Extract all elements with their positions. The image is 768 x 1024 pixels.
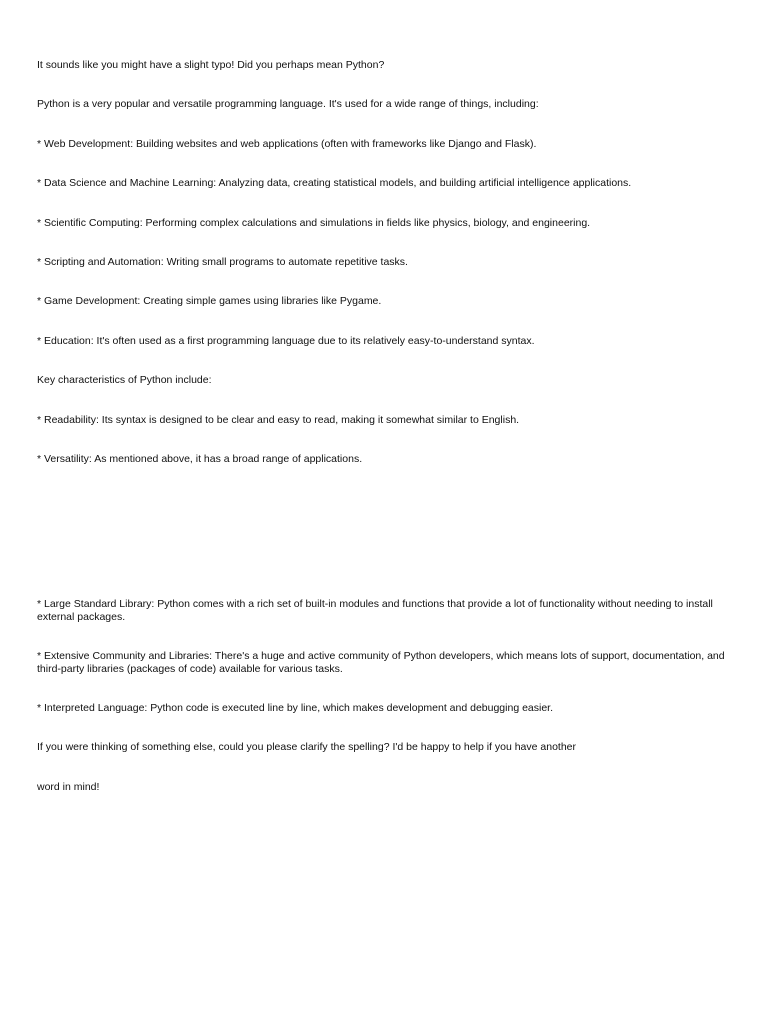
paragraph-key-characteristics: Key characteristics of Python include: [37,374,212,386]
paragraph-typo-notice: It sounds like you might have a slight typo! Did you perhaps mean Python? [37,59,385,71]
list-item-scripting-automation: * Scripting and Automation: Writing small programs to automate repetitive tasks. [37,256,408,268]
list-item-versatility: * Versatility: As mentioned above, it has a broad range of applications. [37,453,363,465]
list-item-game-development: * Game Development: Creating simple games using libraries like Pygame. [37,295,382,307]
list-item-scientific-computing: * Scientific Computing: Performing complex calculations and simulations in fields like physics, biology, and engineering. [37,217,591,229]
list-item-web-development: * Web Development: Building websites and web applications (often with frameworks like Django and Flask). [37,138,537,150]
list-item-community-libraries: * Extensive Community and Libraries: There's a huge and active community of Python developers, which means lots of support, documentation, and third-party libraries (packages of code) available for various tasks. [37,650,725,675]
list-item-readability: * Readability: Its syntax is designed to be clear and easy to read, making it somewhat similar to English. [37,414,520,426]
list-item-interpreted-language: * Interpreted Language: Python code is executed line by line, which makes development and debugging easier. [37,702,554,714]
paragraph-python-intro: Python is a very popular and versatile programming language. It's used for a wide range of things, including: [37,98,539,110]
list-item-education: * Education: It's often used as a first programming language due to its relatively easy-to-understand syntax. [37,335,535,347]
paragraph-word-in-mind: word in mind! [37,781,100,793]
list-item-data-science: * Data Science and Machine Learning: Analyzing data, creating statistical models, and building artificial intelligence applications. [37,177,632,189]
list-item-standard-library: * Large Standard Library: Python comes with a rich set of built-in modules and functions that provide a lot of functionality without needing to install external packages. [37,598,713,623]
paragraph-clarify-spelling: If you were thinking of something else, could you please clarify the spelling? I'd be happy to help if you have another [37,741,577,753]
